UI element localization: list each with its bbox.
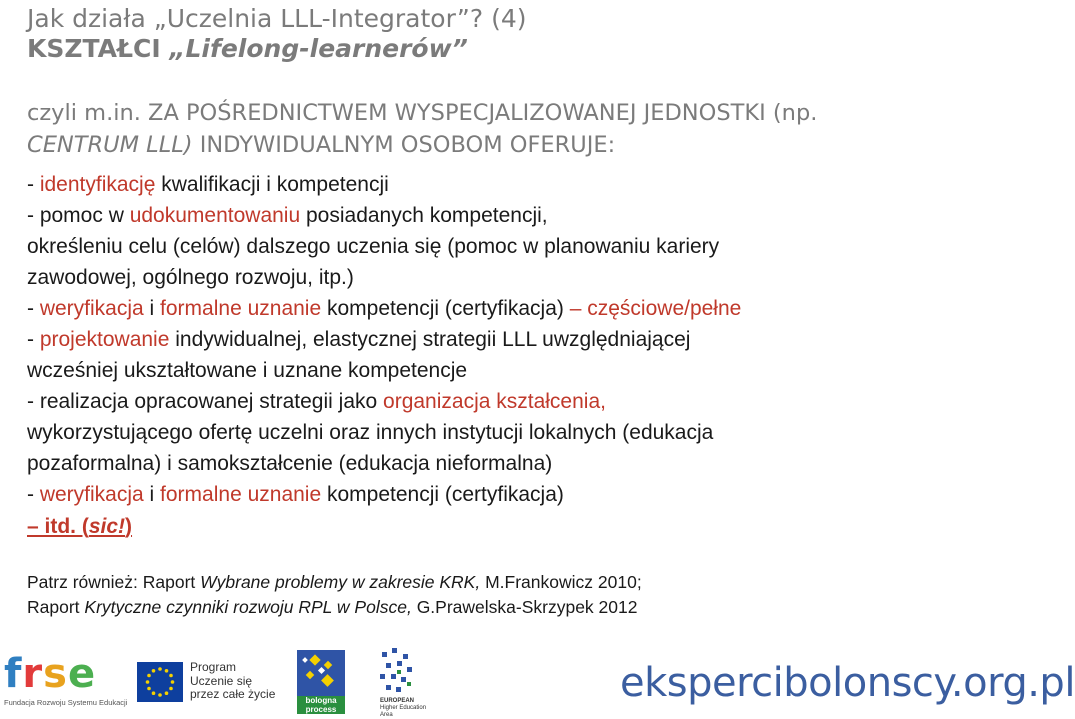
subtitle-lead: KSZTAŁCI [27, 34, 170, 63]
intro-rest: INDYWIDUALNYM OSOBOM OFERUJE: [192, 132, 616, 158]
reference-2 [27, 596, 637, 618]
bullet-dash: - [27, 297, 40, 320]
highlight: organizacja kształcenia, [383, 390, 606, 413]
bologna-process-label [297, 696, 345, 714]
text: bologna [305, 696, 337, 705]
intro-line-1: czyli m.in. ZA POŚREDNICTWEM WYSPECJALIZOWANEJ JEDNOSTKI (np. [27, 100, 818, 126]
subtitle-emphasis: „Lifelong-learnerów” [169, 34, 468, 63]
frse-letter: f [4, 651, 23, 697]
text: kwalifikacji i kompetencji [155, 173, 389, 196]
bullet-dash: - [27, 483, 40, 506]
list-item-design-line-2: wcześniej ukształtowane i uznane kompetencje [27, 359, 468, 382]
text: kompetencji (certyfikacja) [321, 483, 564, 506]
list-item-documentation-line-3: zawodowej, ogólnego rozwoju, itp.) [27, 266, 354, 289]
text: Uczenie się [190, 673, 253, 688]
text: kompetencji (certyfikacja) [321, 297, 570, 320]
highlight: – częściowe/pełne [569, 297, 742, 320]
text: przez całe życie [190, 687, 276, 701]
text: i [143, 297, 161, 320]
reference-1 [27, 571, 642, 593]
highlight: weryfikacja [39, 483, 144, 506]
text: G.Prawelska-Skrzypek 2012 [411, 597, 638, 617]
list-item-verification [27, 295, 741, 323]
frse-letter: s [43, 651, 68, 697]
list-item-identification [27, 171, 389, 199]
reference-title: Krytyczne czynniki rozwoju RPL w Polsce, [84, 597, 412, 617]
footer-logos [0, 640, 1075, 718]
page-title: Jak działa „Uczelnia LLL-Integrator”? (4) [27, 4, 527, 33]
text: - pomoc w [27, 204, 130, 227]
text: indywidualnej, elastycznej strategii LLL uwzględniającej [169, 328, 691, 351]
highlight: udokumentowaniu [129, 204, 301, 227]
highlight: projektowanie [39, 328, 170, 351]
list-item-documentation [27, 202, 548, 230]
bullet-dash: - [27, 328, 40, 351]
frse-letter: r [22, 651, 44, 697]
ehea-stars-icon [376, 646, 416, 701]
list-item-implementation-line-2: wykorzystującego ofertę uczelni oraz innych instytucji lokalnych (edukacja [27, 421, 714, 444]
highlight: identyfikację [39, 173, 156, 196]
text: ) [125, 515, 133, 538]
text: process [305, 705, 337, 714]
text: i [143, 483, 161, 506]
bullet-dash: - [27, 173, 40, 196]
list-item-documentation-line-2: określeniu celu (celów) dalszego uczenia się (pomoc w planowaniu kariery [27, 235, 720, 258]
sic-emphasis: sic! [88, 515, 126, 538]
eu-flag-icon [137, 662, 183, 702]
text: posiadanych kompetencji, [300, 204, 548, 227]
text: Raport [27, 597, 85, 617]
frse-letter: e [67, 651, 97, 697]
highlight: formalne uznanie [160, 297, 322, 320]
text: EUROPEAN [380, 698, 415, 704]
list-item-verification-2 [27, 481, 564, 509]
text: Higher Education Area [380, 705, 427, 718]
text: – itd. ( [27, 515, 89, 538]
page-subtitle [27, 34, 468, 64]
frse-logo [4, 652, 96, 696]
site-url: ekspercibolonscy.org.pl [620, 660, 1075, 706]
list-item-implementation-line-3: pozaformalna) i samokształcenie (edukacja nieformalna) [27, 452, 553, 475]
intro-line-2 [27, 131, 615, 159]
text: M.Frankowicz 2010; [480, 572, 642, 592]
lll-programme-label [190, 660, 276, 702]
intro-emphasis: CENTRUM LLL) [27, 132, 193, 158]
frse-caption: Fundacja Rozwoju Systemu Edukacji [4, 698, 128, 707]
reference-title: Wybrane problemy w zakresie KRK, [200, 572, 481, 592]
ehea-caption [380, 698, 440, 719]
highlight: formalne uznanie [160, 483, 322, 506]
list-item-etc [27, 513, 132, 541]
list-item-design [27, 326, 690, 354]
list-item-implementation [27, 388, 606, 416]
highlight: weryfikacja [39, 297, 144, 320]
text: - realizacja opracowanej strategii jako [27, 390, 384, 413]
text: Patrz również: Raport [27, 572, 201, 592]
text: Program [190, 660, 237, 674]
